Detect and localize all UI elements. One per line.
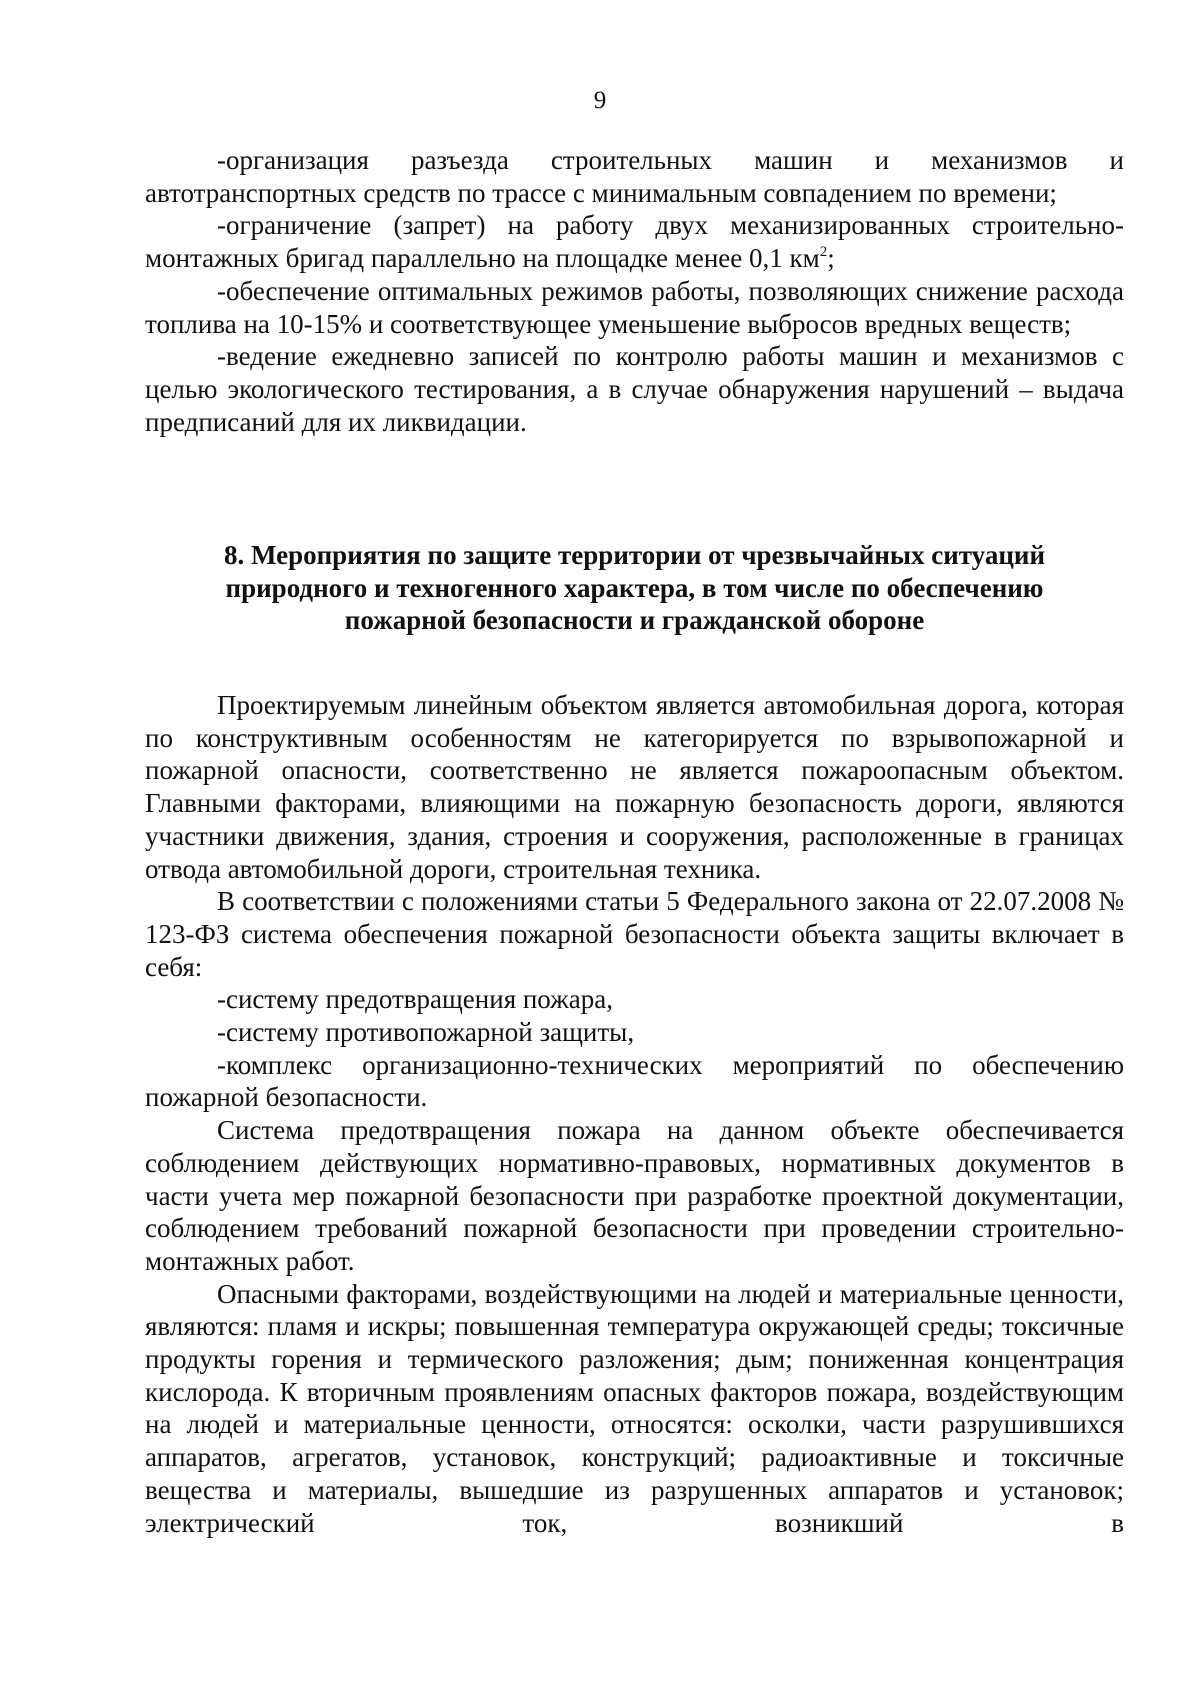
restriction-text-end: ; [827, 243, 835, 274]
paragraph-object-description: Проектируемым линейным объектом является автомобильная дорога, которая по конструктивным особенностям не категорируется по взрывопожарной и пожарной опасности, соответственно не является пожароопасным объектом. Главными факторами, влияющими на пожарную безопасность дороги, являются участники движения, здания, строения и сооружения, расположенные в границах отвода автомобильной дороги, строительная техника. [145, 690, 1124, 884]
paragraph-prevention-system: Система предотвращения пожара на данном объекте обеспечивается соблюдением действующих нормативно-правовых, нормативных документов в части учета мер пожарной безопасности при разработке проектной документации, соблюдением требований пожарной безопасности при проведении строительно-монтажных работ. [145, 1115, 1124, 1276]
paragraph-hazard-factors: Опасными факторами, воздействующими на людей и материальные ценности, являются: пламя и искры; повышенная температура окружающей среды; токсичные продукты горения и термического разложения; дым; пониженная концентрация кислорода. К вторичным проявлениям опасных факторов пожара, воздействующим на людей и материальные ценности, относятся: осколки, части разрушившихся аппаратов, агрегатов, установок, конструкций; радиоактивные и токсичные вещества и материалы, вышедшие из разрушенных аппаратов и установок; электрический ток, возникший в [145, 1278, 1124, 1538]
list-item-organizational-measures: -комплекс организационно-технических мероприятий по обеспечению пожарной безопасности. [145, 1049, 1124, 1113]
paragraph-federal-law: В соответствии с положениями статьи 5 Федерального закона от 22.07.2008 № 123-ФЗ система обеспечения пожарной безопасности объекта защиты включает в себя: [145, 886, 1124, 982]
section-heading [145, 539, 1124, 637]
section-heading-line: 8. Мероприятия по защите территории от чрезвычайных ситуаций [224, 540, 1045, 570]
list-item-fuel-optimization: -обеспечение оптимальных режимов работы, позволяющих снижение расхода топлива на 10-15% и соответствующее уменьшение выбросов вредных веществ; [145, 275, 1124, 339]
section-body [145, 689, 1124, 1539]
section-heading-line: пожарной безопасности и гражданской обороне [344, 605, 925, 636]
page-number: 9 [593, 87, 607, 114]
measures-list [145, 144, 1124, 438]
list-item-traffic-organization: -организация разъезда строительных машин и механизмов и автотранспортных средств по трассе с минимальным совпадением по времени; [145, 145, 1124, 208]
area-unit-superscript: 2 [819, 244, 828, 261]
list-item-brigade-restriction [145, 209, 1124, 274]
list-item-daily-records: -ведение ежедневно записей по контролю работы машин и механизмов с целью экологического тестирования, а в случае обнаружения нарушений – выдача предписаний для их ликвидации. [145, 341, 1124, 437]
list-item-fire-prevention: -систему предотвращения пожара, [217, 984, 614, 1015]
list-item-fire-protection: -систему противопожарной защиты, [217, 1017, 635, 1048]
section-heading-line: природного и техногенного характера, в том числе по обеспечению [225, 572, 1044, 603]
restriction-text: -ограничение (запрет) на работу двух механизированных строительно-монтажных бригад параллельно на площадке менее 0,1 км [145, 210, 1124, 274]
